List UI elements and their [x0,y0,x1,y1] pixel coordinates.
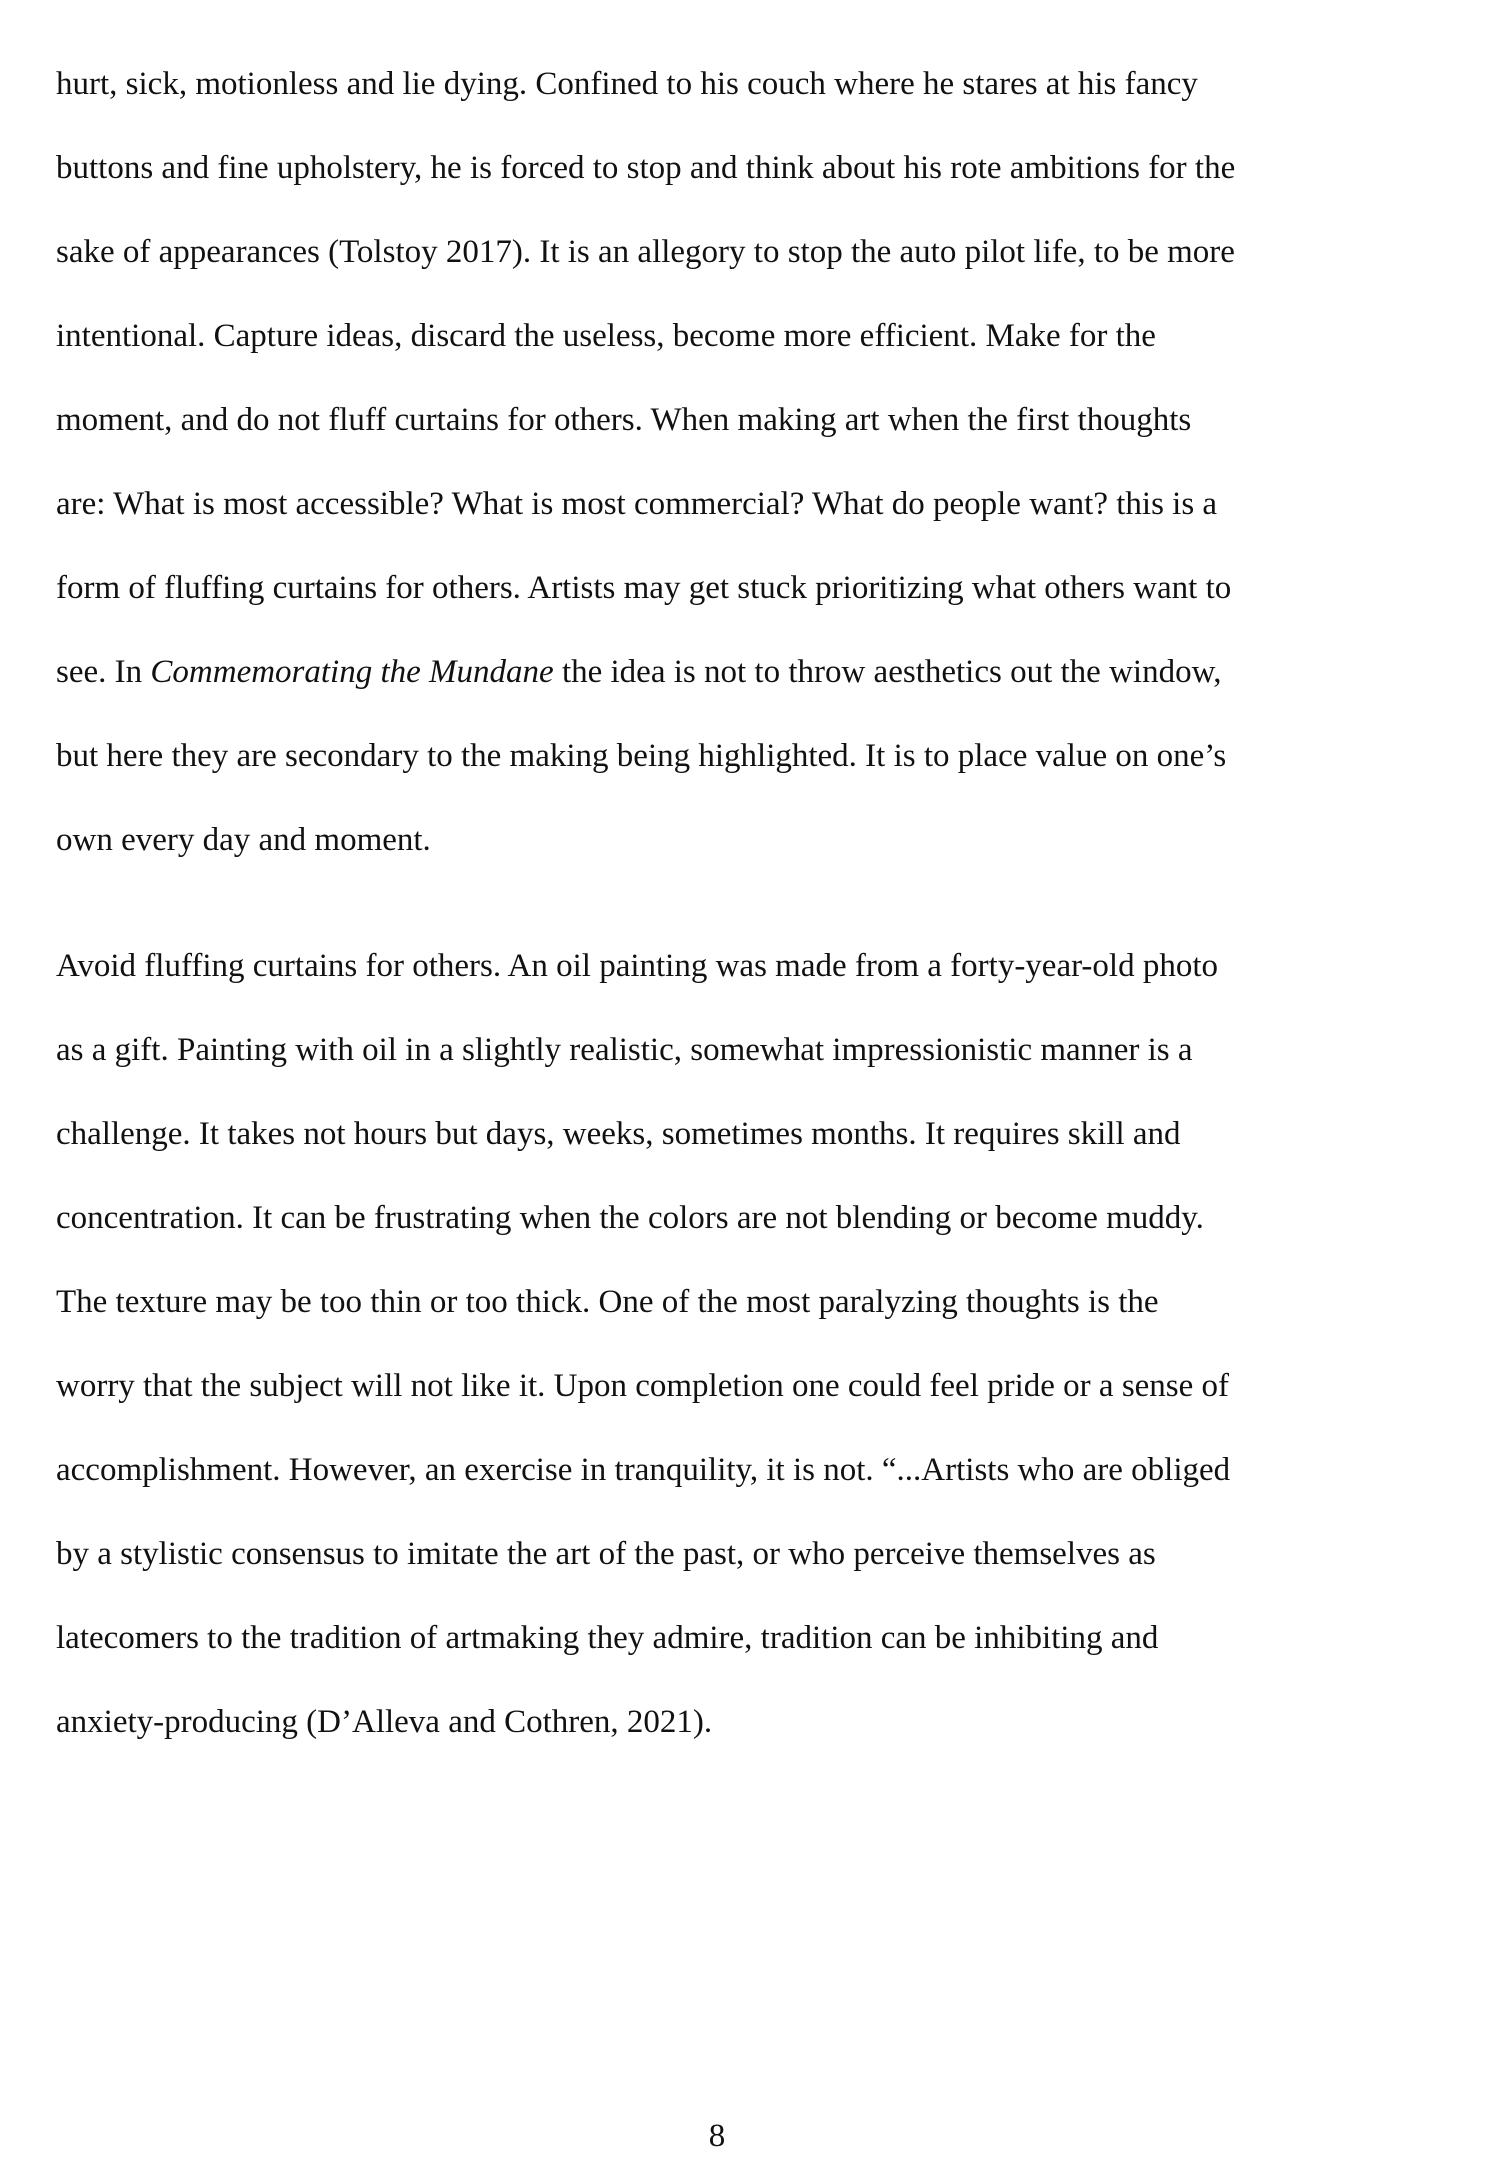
paragraph-1-line-5: moment, and do not fluff curtains for others. When making art when the first thoughts [56,402,1192,438]
line-8-text-before: see. In [56,654,151,690]
line-8-text-after: the idea is not to throw aesthetics out the window, [553,654,1222,690]
paragraph-1-line-10: own every day and moment. [56,822,431,858]
paragraph-2-line-10: anxiety-producing (D’Alleva and Cothren, 2021). [56,1704,713,1740]
paragraph-2-line-1: Avoid fluffing curtains for others. An oil painting was made from a forty-year-old photo [56,948,1219,984]
paragraph-1-line-3: sake of appearances (Tolstoy 2017). It is an allegory to stop the auto pilot life, to be more [56,234,1235,270]
paragraph-2-line-5: The texture may be too thin or too thick. One of the most paralyzing thoughts is the [56,1284,1159,1320]
paragraph-2-line-7: accomplishment. However, an exercise in tranquility, it is not. “...Artists who are obliged [56,1452,1231,1488]
paragraph-1-line-8 [56,652,1222,692]
paragraph-1-line-6: are: What is most accessible? What is most commercial? What do people want? this is a [56,486,1218,522]
page-number: 8 [708,2118,726,2154]
paragraph-1-line-1: hurt, sick, motionless and lie dying. Confined to his couch where he stares at his fancy [56,66,1198,102]
paragraph-2-line-9: latecomers to the tradition of artmaking they admire, tradition can be inhibiting and [56,1620,1159,1656]
paragraph-2-line-4: concentration. It can be frustrating when the colors are not blending or become muddy. [56,1200,1204,1236]
paragraph-2-line-3: challenge. It takes not hours but days, weeks, sometimes months. It requires skill and [56,1116,1181,1152]
paragraph-2-line-2: as a gift. Painting with oil in a slightly realistic, somewhat impressionistic manner is a [56,1032,1193,1068]
paragraph-1-line-2: buttons and fine upholstery, he is forced to stop and think about his rote ambitions for the [56,150,1236,186]
paragraph-1-line-7: form of fluffing curtains for others. Artists may get stuck prioritizing what others want to [56,570,1232,606]
paragraph-2-line-6: worry that the subject will not like it. Upon completion one could feel pride or a sense of [56,1368,1230,1404]
paragraph-1-line-9: but here they are secondary to the making being highlighted. It is to place value on one’s [56,738,1227,774]
paragraph-2-line-8: by a stylistic consensus to imitate the art of the past, or who perceive themselves as [56,1536,1156,1572]
paragraph-1-line-4: intentional. Capture ideas, discard the useless, become more efficient. Make for the [56,318,1156,354]
italic-title: Commemorating the Mundane [150,654,554,690]
